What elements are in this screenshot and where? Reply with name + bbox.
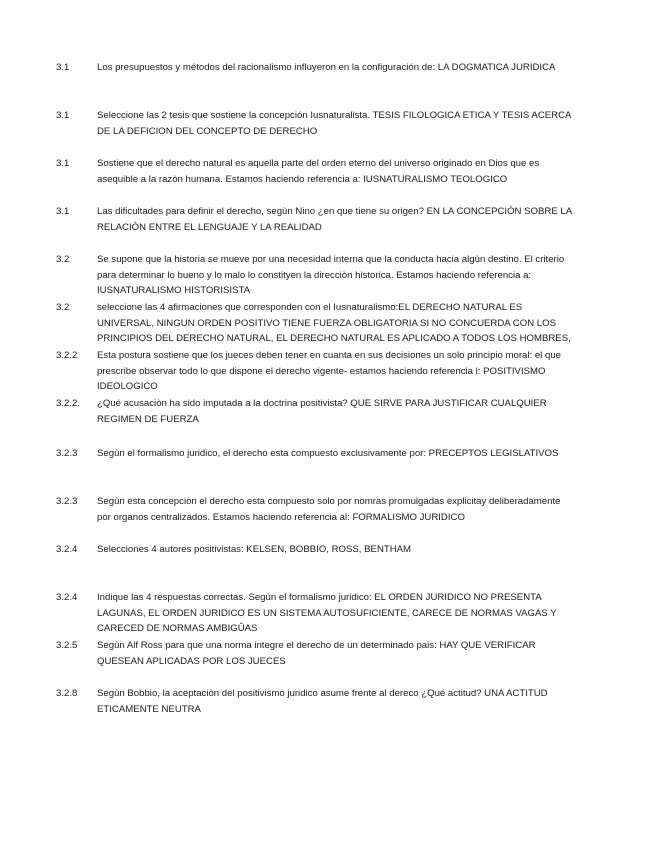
question-number: 3.2.4 [56,544,78,555]
question-text: Selecciones 4 autores positivistas: KELSEN, BOBBIO, ROSS, BENTHAM [97,544,412,555]
question-entry [56,446,576,462]
question-text: Las dificultades para definir el derecho, segùn Nino ¿en que tiene su origen? EN LA CONCEPCIÒN SOBRE LA RELACIÒN ENTRE EL LENGUAJE Y LA REALIDAD [97,206,572,233]
question-entry [56,300,576,347]
question-entry [56,252,576,299]
question-entry [56,204,576,235]
question-text: Segùn el formalismo juridico, el derecho esta compuesto exclusivamente por: PRECEPTOS LEGISLATIVOS [97,448,559,459]
question-text: Los presupuestos y métodos del racionalismo influyeron en la configuración de: LA DOGMATICA JURIDICA [97,62,556,73]
question-number: 3.1 [56,206,70,217]
question-entry [56,108,576,139]
question-number: 3.2 [56,254,70,265]
question-number: 3.1 [56,110,70,121]
question-entry [56,638,576,669]
question-entry [56,396,576,427]
question-number: 3.1 [56,158,70,169]
question-text: ¿Qué acusaciòn ha sido imputada a la doctrina positivista? QUE SIRVE PARA JUSTIFICAR CUALQUIER REGIMEN DE FUERZA [97,398,547,425]
question-text: Seleccione las 2 tesis que sostiene la concepción Iusnaturalista. TESIS FILOLOGICA ETICA Y TESIS ACERCA DE LA DEFICION DEL CONCEPTO DE DERECHO [97,110,571,137]
question-text: Se supone que la historia se mueve por una necesidad interna que la conducta hacia algùn destino. El criterio para determinar lo bueno y lo malo lo constityen la direcciòn historica. Estamos haciendo referencia a: IUSNATURALISMO HISTORISISTA [97,254,565,296]
question-number: 3.1 [56,62,70,73]
question-entry [56,542,576,558]
question-number: 3.2.3 [56,448,78,459]
question-text: seleccione las 4 afirmaciones que corresponden con el Iusnaturalismo:EL DERECHO NATURAL ES UNIVERSAL, NINGUN ORDEN POSITIVO TIENE FUERZA OBLIGATORIA SI NO CONCUERDA CON LOS PRINCIPIOS DEL DERECHO NATURAL, EL DERECHO NATURAL ES APLICADO A TODOS LOS HOMBRES, [97,302,571,344]
question-number: 3.2.3 [56,496,78,507]
question-number: 3.2.8 [56,688,78,699]
question-text: Indique las 4 respuestas correctas. Segùn el formalismo juridico: EL ORDEN JURIDICO NO PRESENTA LAGUNAS, EL ORDEN JURIDICO ES UN SISTEMA AUTOSUFICIENTE, CARECE DE NORMAS VAGAS Y CARECED DE NORMAS AMBIGÛAS [97,592,557,634]
question-number: 3.2.5 [56,640,78,651]
question-text: Sostiene que el derecho natural es aquella parte del orden eterno del universo originado en Dios que es asequible a la razòn humana. Estamos haciendo referencia a: IUSNATURALISMO TEOLOGICO [97,158,540,185]
question-entry [56,156,576,187]
question-number: 3.2.2. [56,398,81,409]
question-number: 3.2.2 [56,350,78,361]
question-entry [56,686,576,717]
question-text: Esta postura sostiene que los jueces deben tener en cuanta en sus decisiones un solo principio moral: el que prescribe observar todo lo que dispone el derecho vigente- estamos haciendo referencia l: POSITIVISMO IDEOLOGICO [97,350,561,392]
question-entry [56,60,576,76]
question-entry [56,348,576,395]
question-entry [56,494,576,525]
question-number: 3.2 [56,302,70,313]
question-number: 3.2.4 [56,592,78,603]
question-text: Segùn Alf Ross para que una norma integre el derecho de un determinado pais: HAY QUE VERIFICAR QUESEAN APLICADAS POR LOS JUECES [97,640,536,667]
question-text: Segùn esta concepciòn el derecho esta compuesto solo por nomras promulgadas explicitay deliberadamente por organos centralizados. Estamos haciendo referencia al: FORMALISMO JURIDICO [97,496,561,523]
question-text: Segùn Bobbio, la aceptaciòn del positivismo juridico asume frente al dereco ¿Qué actitud? UNA ACTITUD ETICAMENTE NEUTRA [97,688,548,715]
question-entry [56,590,576,637]
